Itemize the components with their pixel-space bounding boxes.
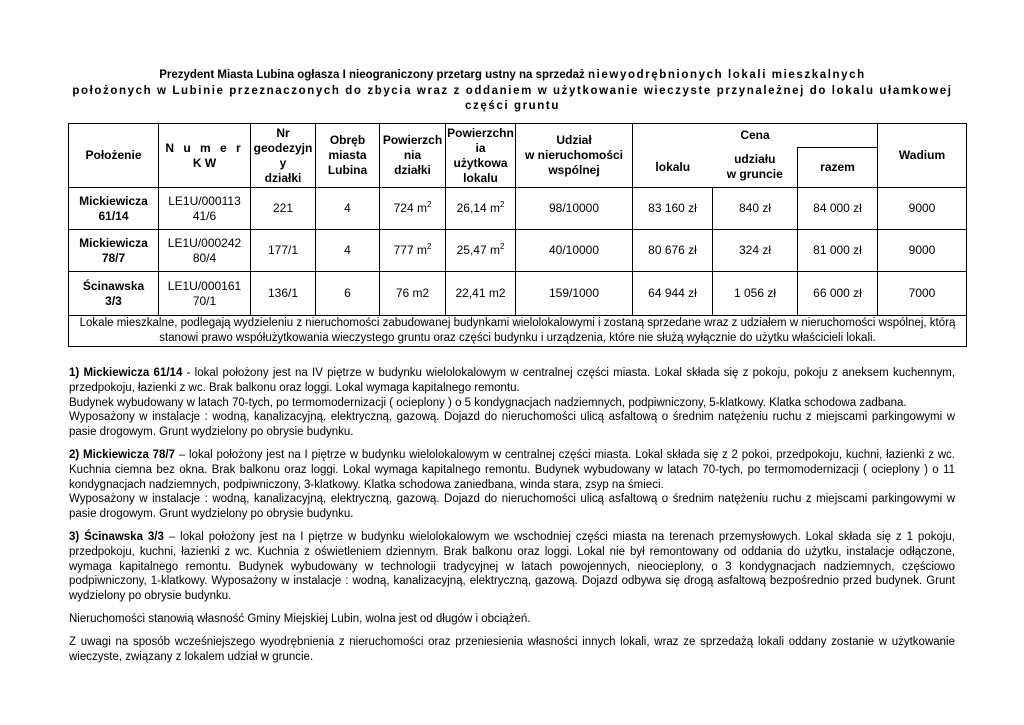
section-1-heading: 1) Mickiewicza 61/14	[69, 367, 183, 379]
section-1: 1) Mickiewicza 61/14 - lokal położony jest na IV piętrze w budynku wielolokalowym w centralnej części miasta. Lokal składa się z pokoju, pokoju z aneksem kuchennym, przedpokoju, łazienki z wc. Brak balkonu oraz loggi. Lokal wymaga kapitalnego remontu. Budynek wybudowany w latach 70-tych, po termomodernizacji ( ocieplony ) o 5 kondygnacjach nadziemnych, podpiwniczony, 5-klatkowy. Klatka schodowa zadbana. Wyposażony w instalacje : wodną, kanalizacyjną, elektryczną, gazową. Dojazd do nieruchomości ulicą asfaltową o średnim natężeniu ruchu z miejscami parkingowymi w pasie drogowym. Grunt wydzielony po obrysie budynku.	[69, 367, 956, 439]
cell-wadium: 9000	[878, 188, 967, 230]
section-3-heading: 3) Ścinawska 3/3	[69, 530, 164, 543]
header-polozenie: Położenie	[69, 124, 159, 188]
announcement-title	[60, 68, 965, 115]
table-note-row	[69, 316, 967, 347]
section-1-building: Budynek wybudowany w latach 70-tych, po termomodernizacji ( ocieplony ) o 5 kondygnacjach nadziemnych, podpiwniczony, 5-klatkowy. Klatka schodowa zadbana.	[69, 396, 907, 409]
header-razem: razem	[798, 148, 878, 188]
table-row	[69, 188, 967, 230]
cell-cena-lokalu: 83 160 zł	[633, 188, 713, 230]
title-line2: położonych w Lubinie przeznaczonych do zbycia wraz z oddaniem w użytkowanie wieczyste przynależnej do lokalu ułamkowej	[72, 84, 953, 97]
table-header-row	[69, 124, 967, 148]
cell-cena-udzialu: 840 zł	[713, 188, 798, 230]
section-2-heading: 2) Mickiewicza 78/7	[69, 448, 176, 461]
table-row	[69, 272, 967, 316]
section-2: 2) Mickiewicza 78/7 – lokal położony jest na I piętrze w budynku wielolokalowym w centralnej części miasta. Lokal składa się z 2 pokoi, przedpokoju, kuchni, łazienki z wc. Kuchnia ciemna bez okna. Brak balkonu oraz loggi. Lokal wymaga kapitalnego remontu. Budynek wybudowany w latach 70-tych, po termomodernizacji ( ocieplony ) o 11 kondygnacjach nadziemnych, podpiwniczony, 3-klatkowy. Klatka schodowa zaniedbana, winda stara, zsyp na śmieci. Wyposażony w instalacje : wodną, kanalizacyjną, elektryczną, gazową. Dojazd do nieruchomości ulicą asfaltową o średnim natężeniu ruchu z miejscami parkingowymi w pasie drogowym. Grunt wydzielony po obrysie budynku.	[69, 448, 955, 521]
cell-polozenie: Ścinawska 3/3	[69, 272, 159, 316]
header-nr-dzialki: Nr geodezyjn y działki	[251, 124, 316, 188]
table-note: Lokale mieszkalne, podlegają wydzieleniu z nieruchomości zabudowanej budynkami wielolokalowymi i zostaną sprzedane wraz z udziałem w nieruchomości wspólnej, którą stanowi prawo współużytkowania wieczystego gruntu oraz części budynku i urządzenia, które nie służą wyłącznie do użytku właścicieli lokali.	[69, 316, 967, 347]
cell-wadium: 7000	[878, 272, 967, 316]
header-udzial: Udział w nieruchomości wspólnej	[516, 124, 633, 188]
table-row	[69, 230, 967, 272]
cell-pow-uzytkowa: 22,41 m2	[446, 272, 516, 316]
title-line1: Prezydent Miasta Lubina ogłasza I nieograniczony przetarg ustny na sprzedaż	[159, 69, 585, 81]
cell-udzial: 40/10000	[516, 230, 633, 272]
header-pow-uzytkowa: Powierzchn ia użytkowa lokalu	[446, 124, 516, 188]
cell-kw: LE1U/000113 41/6	[159, 188, 251, 230]
document-body	[69, 366, 955, 672]
cell-kw: LE1U/000242 80/4	[159, 230, 251, 272]
cell-obreb: 6	[316, 272, 380, 316]
title-line3: części gruntu	[465, 100, 560, 112]
header-pow-dzialki: Powierzch nia działki	[380, 124, 446, 188]
cell-kw: LE1U/000161 70/1	[159, 272, 251, 316]
cell-cena-lokalu: 80 676 zł	[633, 230, 713, 272]
cell-razem: 81 000 zł	[798, 230, 878, 272]
cell-pow-dzialki: 777 $m^2$	[380, 230, 446, 272]
cell-polozenie: Mickiewicza 61/14	[69, 188, 159, 230]
cell-obreb: 4	[316, 230, 380, 272]
cell-udzial: 159/1000	[516, 272, 633, 316]
header-obreb: Obręb miasta Lubina	[316, 124, 380, 188]
cell-pow-uzytkowa: 26,14 $m^2$	[446, 188, 516, 230]
section-3: 3) Ścinawska 3/3 – lokal położony jest na I piętrze w budynku wielolokalowym we wschodniej części miasta na terenach przemysłowych. Lokal składa się z 1 pokoju, przedpokoju, kuchni, łazienki z wc. Kuchnia z oświetleniem dziennym. Brak balkonu oraz loggi. Lokal nie był remontowany od oddania do użytku, instalacje odłączone, wymaga kapitalnego remontu. Budynek wybudowany w technologii tradycyjnej w latach powojennych, nieocieplony, o 3 kondygnacjach nadziemnych, częściowo podpiwniczony, 1-klatkowy. Wyposażony w instalacje : wodną, kanalizacyjną, elektryczną, gazową. Dojazd odbywa się drogą asfaltową bezpośrednio przed budynek. Grunt wydzielony po obrysie budynku.	[69, 530, 956, 603]
cell-cena-lokalu: 64 944 zł	[633, 272, 713, 316]
cell-polozenie: Mickiewicza 78/7	[69, 230, 159, 272]
property-table	[68, 123, 967, 347]
header-lokalu: lokalu	[633, 148, 713, 188]
cell-razem: 84 000 zł	[798, 188, 878, 230]
header-wadium: Wadium	[878, 124, 967, 188]
section-2-installations: Wyposażony w instalacje : wodną, kanalizacyjną, elektryczną, gazową. Dojazd do nieruchomości ulicą asfaltową o średnim natężeniu ruchu z miejscami parkingowymi w pasie drogowym. Grunt wydzielony po obrysie budynku.	[69, 493, 955, 521]
header-cena: Cena	[633, 124, 878, 148]
cell-razem: 66 000 zł	[798, 272, 878, 316]
cell-obreb: 4	[316, 188, 380, 230]
cell-pow-dzialki: 724 $m^2$	[380, 188, 446, 230]
header-numer-kw: N u m e r K W	[159, 124, 251, 188]
final-paragraph: Z uwagi na sposób wcześniejszego wyodrębnienia z nieruchomości oraz przeniesienia własności innych lokali, wraz ze sprzedażą lokali oddany zostanie w użytkowanie wieczyste, związany z lokalem udział w gruncie.	[69, 635, 955, 663]
section-1-installations: Wyposażony w instalacje : wodną, kanalizacyjną, elektryczną, gazową. Dojazd do nieruchomości ulicą asfaltową o średnim natężeniu ruchu z miejscami parkingowymi w pasie drogowym. Grunt wydzielony po obrysie budynku.	[69, 411, 955, 439]
cell-wadium: 9000	[878, 230, 967, 272]
cell-dzialka: 221	[251, 188, 316, 230]
header-udzialu: udziału w gruncie	[713, 148, 798, 188]
cell-pow-uzytkowa: 25,47 $m^2$	[446, 230, 516, 272]
cell-dzialka: 177/1	[251, 230, 316, 272]
cell-dzialka: 136/1	[251, 272, 316, 316]
cell-cena-udzialu: 1 056 zł	[713, 272, 798, 316]
cell-udzial: 98/10000	[516, 188, 633, 230]
title-line1-spaced: niewyodrębnionych lokali mieszkalnych	[588, 69, 866, 81]
ownership-paragraph: Nieruchomości stanowią własność Gminy Miejskiej Lubin, wolna jest od długów i obciążeń.	[69, 612, 531, 625]
cell-pow-dzialki: 76 m2	[380, 272, 446, 316]
cell-cena-udzialu: 324 zł	[713, 230, 798, 272]
